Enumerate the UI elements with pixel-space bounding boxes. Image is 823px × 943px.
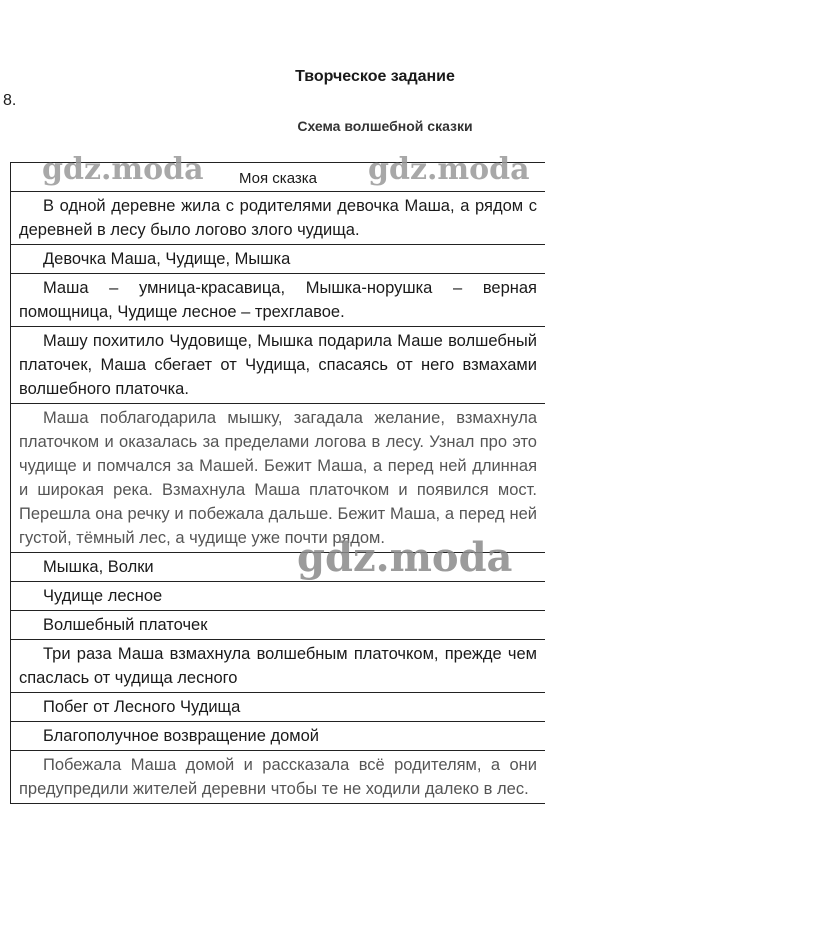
row-development: Маша поблагодарила мышку, загадала желание, взмахнула платочком и оказалась за пределами логова в лесу. Узнал про это чудище и помчался за Машей. Бежит Маша, а перед ней длинная и широкая река. Взмахнула Маша платочком и появился мост. Перешла она речку и побежала дальше. Бежит Маша, а перед ней густой, тёмный лес, а чудище уже почти рядом. (11, 404, 546, 553)
table-header-row (11, 163, 546, 192)
row-repetition: Три раза Маша взмахнула волшебным платочком, прежде чем спаслась от чудища лесного (11, 640, 546, 693)
row-plot: Машу похитило Чудовище, Мышка подарила Маше волшебный платочек, Маша сбегает от Чудища, спасаясь от него взмахами волшебного платочка. (11, 327, 546, 404)
fairy-tale-table (10, 162, 545, 804)
row-villain: Чудище лесное (11, 582, 546, 611)
row-beginning: В одной деревне жила с родителями девочка Маша, а рядом с деревней в лесу было логово злого чудища. (11, 192, 546, 245)
row-helpers: Мышка, Волки (11, 553, 546, 582)
table-row (11, 640, 546, 693)
row-magic-item: Волшебный платочек (11, 611, 546, 640)
table-header: Моя сказка (11, 163, 546, 192)
watermark: gdz.moda (368, 152, 530, 187)
row-climax: Побег от Лесного Чудища (11, 693, 546, 722)
table-row (11, 582, 546, 611)
task-title: Творческое задание (295, 68, 455, 85)
row-descriptions: Маша – умница-красавица, Мышка-норушка – верная помощница, Чудище лесное – трехглавое. (11, 274, 546, 327)
task-number: 8. (3, 92, 17, 109)
table-row (11, 192, 546, 245)
table-row (11, 553, 546, 582)
watermark: gdz.moda (297, 534, 513, 581)
table-row (11, 693, 546, 722)
table-row (11, 751, 546, 804)
table-row (11, 274, 546, 327)
row-characters: Девочка Маша, Чудище, Мышка (11, 245, 546, 274)
table-row (11, 722, 546, 751)
table-row (11, 611, 546, 640)
watermark: gdz.moda (42, 152, 204, 187)
row-ending: Побежала Маша домой и рассказала всё родителям, а они предупредили жителей деревни чтобы те не ходили далеко в лес. (11, 751, 546, 804)
table-row (11, 245, 546, 274)
table-row (11, 404, 546, 553)
row-outcome: Благополучное возвращение домой (11, 722, 546, 751)
table-row (11, 327, 546, 404)
scheme-title: Схема волшебной сказки (297, 118, 473, 134)
